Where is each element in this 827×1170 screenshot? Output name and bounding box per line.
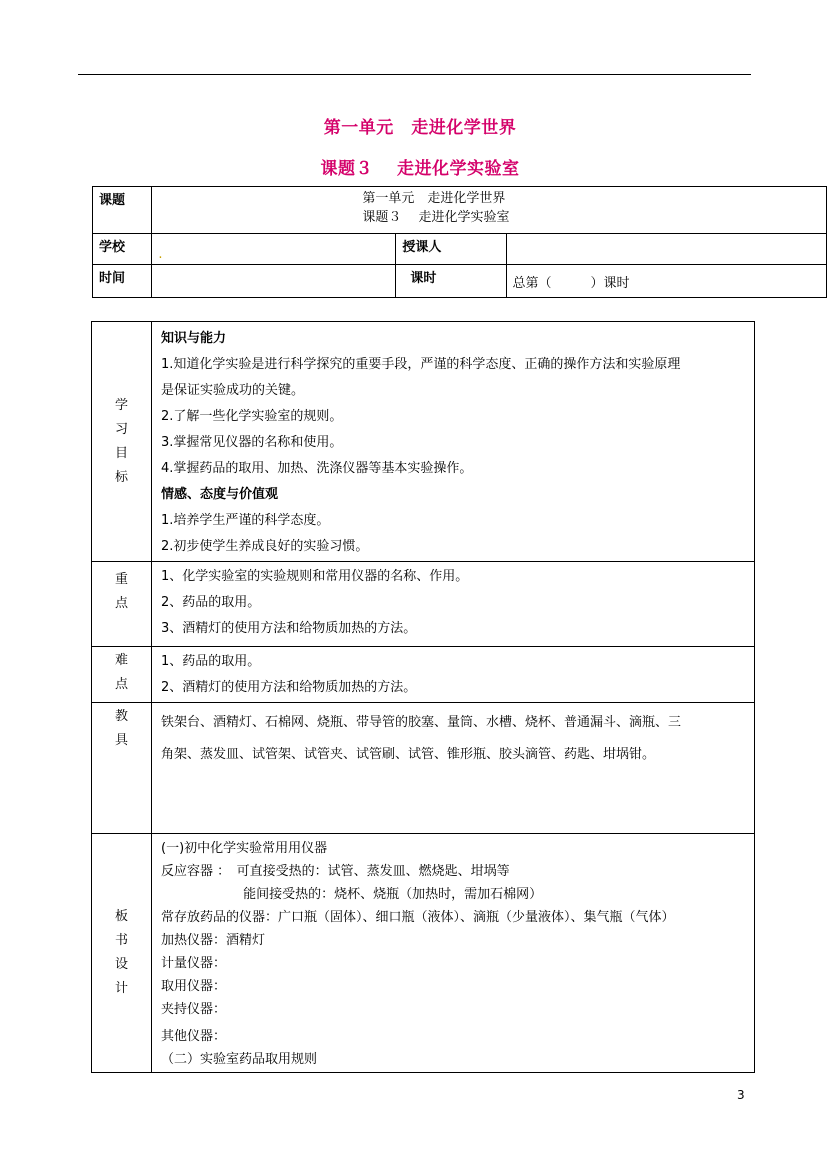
board-line: 夹持仪器：	[161, 1002, 227, 1017]
key-point-item: 2、药品的取用。	[161, 595, 261, 610]
key-points-label: 重 点	[92, 562, 152, 647]
board-line: 能间接受热的：烧杯、烧瓶（加热时，需加石棉网）	[161, 887, 543, 902]
key-point-item: 1、化学实验室的实验规则和常用仪器的名称、作用。	[161, 569, 469, 584]
objective-item: 4.掌握药品的取用、加热、洗涤仪器等基本实验操作。	[161, 461, 473, 476]
tools-line: 角架、蒸发皿、试管架、试管夹、试管刷、试管、锥形瓶、胶头滴管、药匙、坩埚钳。	[161, 747, 656, 762]
objective-item: 3.掌握常见仪器的名称和使用。	[161, 435, 343, 450]
teacher-label: 授课人	[396, 234, 506, 265]
difficulty-item: 1、药品的取用。	[161, 654, 261, 669]
objective-item: 2.初步使学生养成良好的实验习惯。	[161, 539, 369, 554]
objectives-content	[152, 322, 755, 562]
board-line: 反应容器 ： 可直接受热的：试管、蒸发皿、燃烧匙、坩埚等	[161, 864, 510, 879]
objective-item: 2.了解一些化学实验室的规则。	[161, 409, 343, 424]
school-label: 学校	[93, 234, 152, 265]
tools-line: 铁架台、酒精灯、石棉网、烧瓶、带导管的胶塞、量筒、水槽、烧杯、普通漏斗、滴瓶、三	[161, 715, 682, 730]
board-line: （二）实验室药品取用规则	[161, 1052, 318, 1067]
board-line: 取用仪器：	[161, 979, 227, 994]
header-rule	[78, 74, 751, 75]
lesson-plan-table	[91, 321, 755, 1073]
key-point-item: 3、酒精灯的使用方法和给物质加热的方法。	[161, 621, 417, 636]
difficulty-item: 2、酒精灯的使用方法和给物质加热的方法。	[161, 680, 417, 695]
difficulties-content	[152, 647, 755, 703]
objective-item: 是保证实验成功的关键。	[161, 383, 305, 398]
page-number: 3	[737, 1088, 745, 1102]
period-value: 总第（ ）课时	[506, 265, 826, 298]
school-value: .	[152, 234, 396, 265]
lesson-title: 课题３ 走进化学实验室	[320, 159, 520, 179]
objective-item: 1.知道化学实验是进行科学探究的重要手段，严谨的科学态度、正确的操作方法和实验原理	[161, 357, 681, 372]
board-line: 其他仪器：	[161, 1029, 227, 1044]
difficulties-label: 难 点	[92, 647, 152, 703]
board-line: 加热仪器：酒精灯	[161, 933, 266, 948]
tools-label: 教 具	[92, 703, 152, 834]
time-value	[152, 265, 396, 298]
board-line: (一)初中化学实验常用用仪器	[161, 841, 328, 856]
objective-item: 1.培养学生严谨的科学态度。	[161, 513, 330, 528]
topic-label: 课题	[93, 187, 152, 234]
objectives-heading-knowledge: 知识与能力	[161, 331, 227, 346]
objectives-heading-attitude: 情感、态度与价值观	[161, 487, 279, 502]
tools-content	[152, 703, 755, 834]
time-label: 时间	[93, 265, 152, 298]
board-line: 常存放药品的仪器：广口瓶（固体）、细口瓶（液体）、滴瓶（少量液体）、集气瓶（气体）	[161, 910, 675, 925]
objectives-label: 学 习 目 标	[92, 322, 152, 562]
board-label: 板 书 设 计	[92, 834, 152, 1073]
board-line: 计量仪器：	[161, 956, 227, 971]
teacher-value	[506, 234, 826, 265]
key-points-content	[152, 562, 755, 647]
topic-value: 第一单元 走进化学世界 课题３ 走进化学实验室	[152, 187, 827, 234]
period-label: 课时	[396, 265, 506, 298]
board-content	[152, 834, 755, 1073]
lesson-info-table	[92, 186, 827, 298]
unit-title: 第一单元 走进化学世界	[323, 118, 517, 138]
